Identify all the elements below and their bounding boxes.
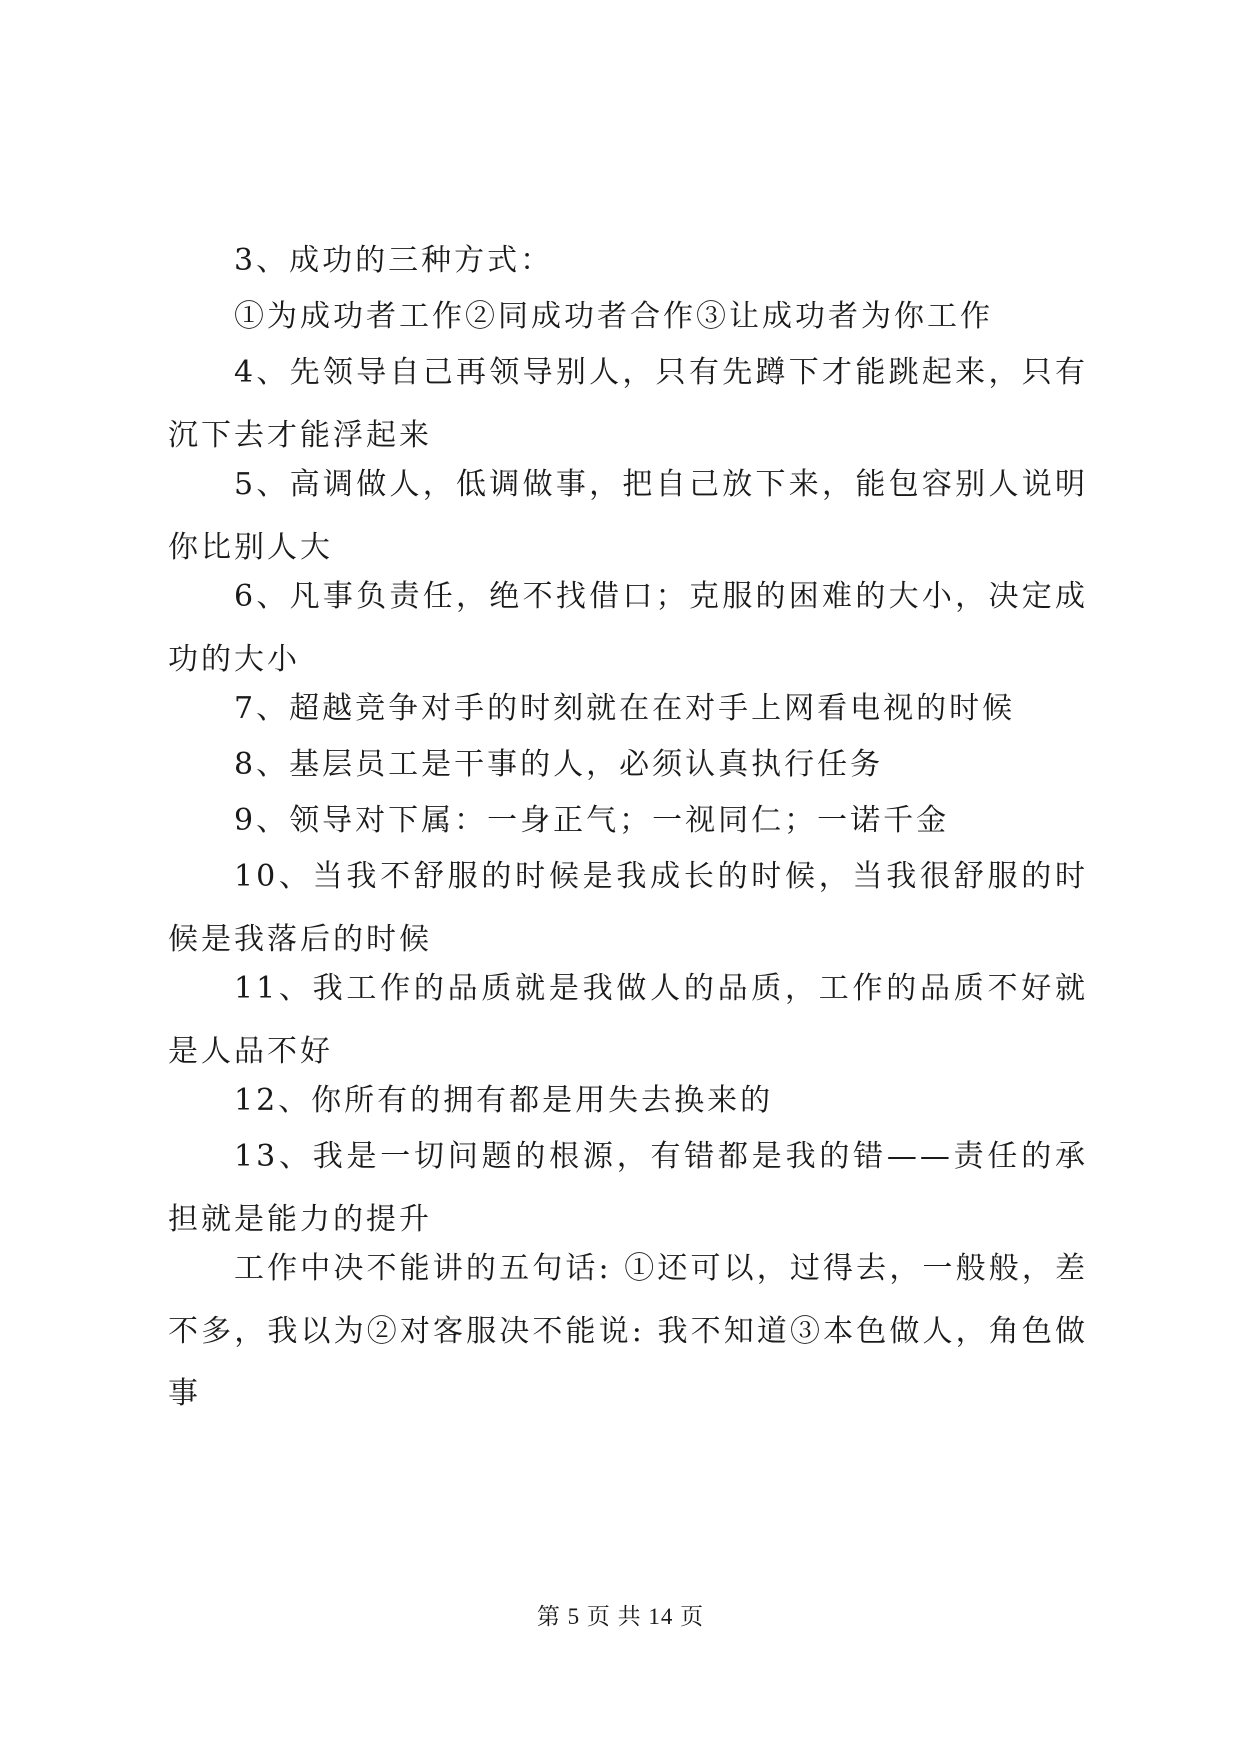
page-number-footer: 第 5 页 共 14 页 <box>536 1604 705 1629</box>
paragraph-4: 5、高调做人，低调做事，把自己放下来，能包容别人说明你比别人大 <box>168 467 1088 565</box>
paragraph-5: 6、凡事负责任，绝不找借口；克服的困难的大小，决定成功的大小 <box>168 579 1088 677</box>
paragraph-12: 13、我是一切问题的根源，有错都是我的错——责任的承担就是能力的提升 <box>168 1139 1088 1237</box>
paragraph-8: 9、领导对下属：一身正气；一视同仁；一诺千金 <box>234 803 950 838</box>
paragraph-3: 4、先领导自己再领导别人，只有先蹲下才能跳起来，只有沉下去才能浮起来 <box>168 355 1088 453</box>
paragraph-6: 7、超越竞争对手的时刻就在在对手上网看电视的时候 <box>234 691 1016 726</box>
paragraph-11: 12、你所有的拥有都是用失去换来的 <box>234 1083 774 1118</box>
paragraph-9: 10、当我不舒服的时候是我成长的时候，当我很舒服的时候是我落后的时候 <box>168 859 1088 957</box>
paragraph-13: 工作中决不能讲的五句话: ①还可以，过得去，一般般，差不多，我以为②对客服决不能说: 我不知道③本色做人，角色做事 <box>168 1251 1088 1411</box>
paragraph-1: 3、成功的三种方式： <box>234 243 554 278</box>
paragraph-2: ①为成功者工作②同成功者合作③让成功者为你工作 <box>234 299 993 334</box>
paragraph-10: 11、我工作的品质就是我做人的品质，工作的品质不好就是人品不好 <box>168 971 1088 1069</box>
paragraph-7: 8、基层员工是干事的人，必须认真执行任务 <box>234 747 884 782</box>
